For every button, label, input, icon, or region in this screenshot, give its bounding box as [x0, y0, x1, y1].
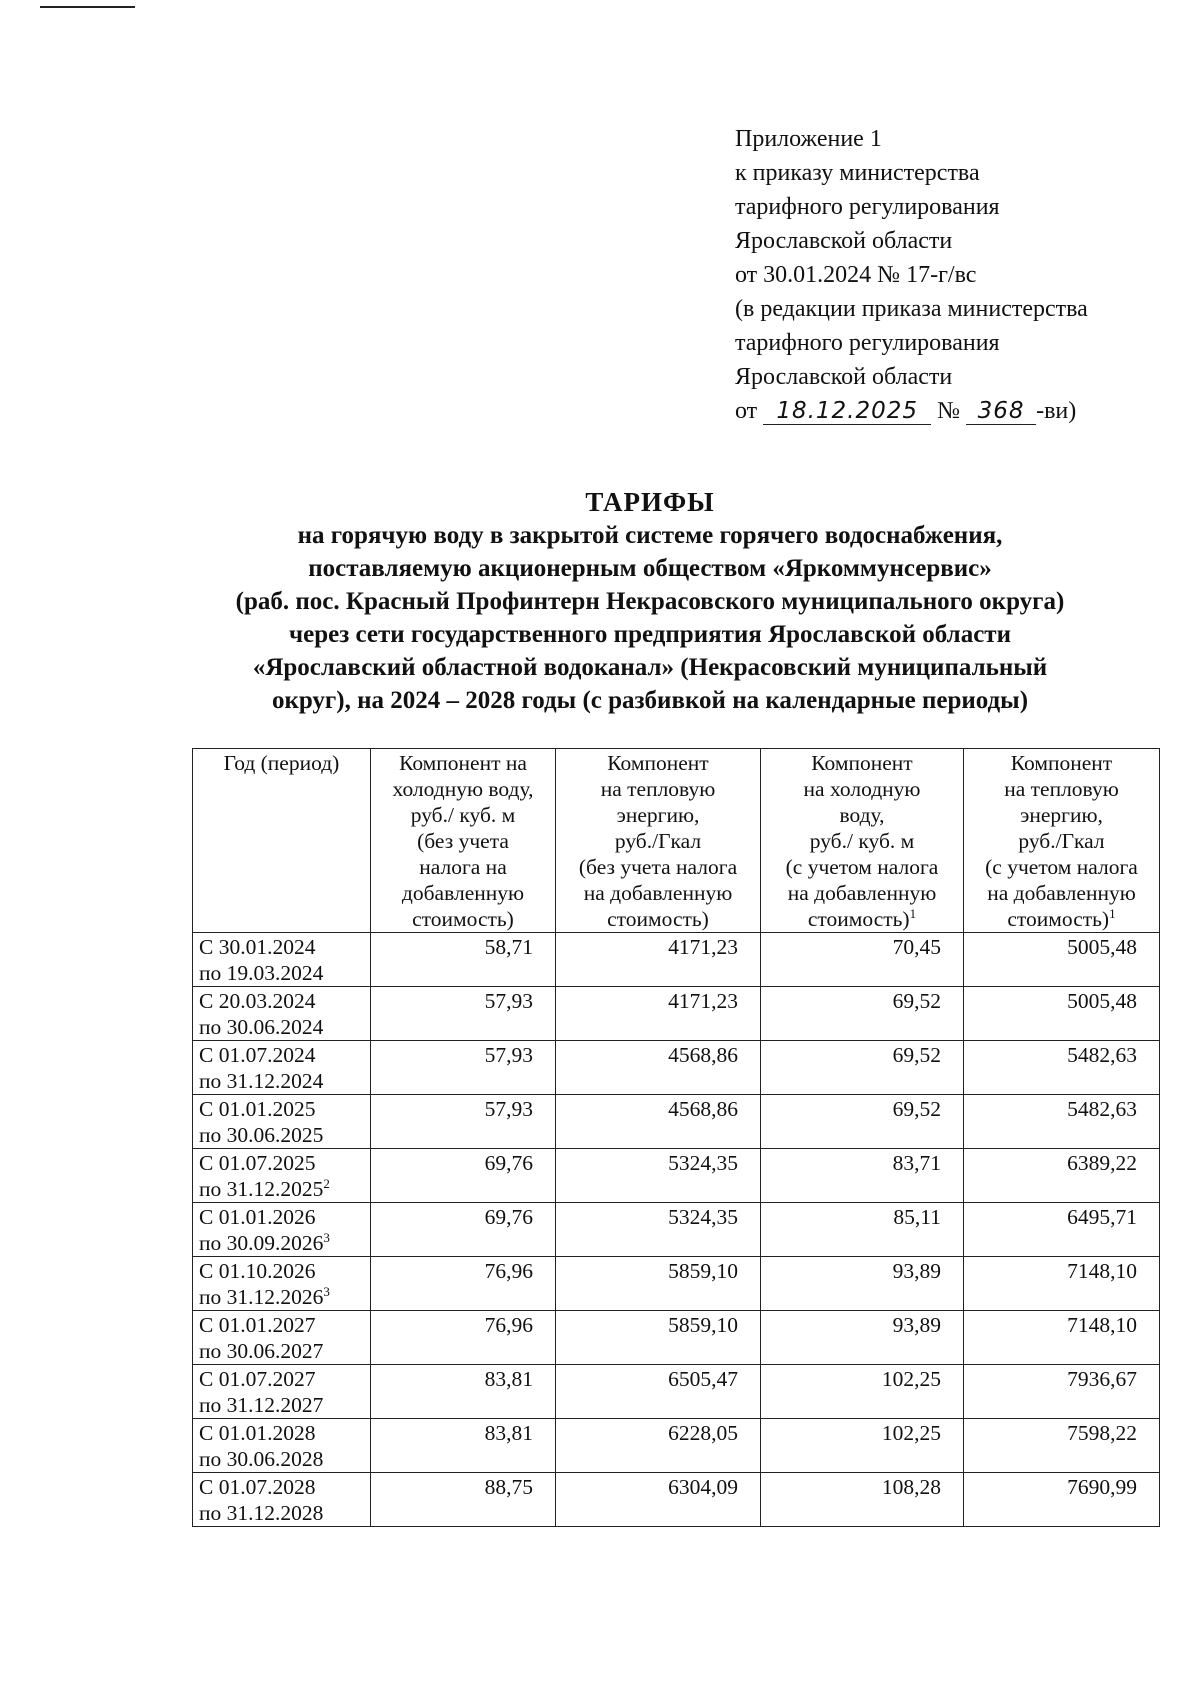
title-line: через сети государственного предприятия Ярославской области: [289, 621, 1011, 648]
period-to: [199, 1284, 364, 1310]
heat-no-vat-cell: 5324,35: [556, 1203, 761, 1257]
header-text-line: добавленную: [401, 881, 525, 905]
period-cell: [193, 1311, 371, 1365]
header-text-line: на тепловую: [600, 777, 716, 801]
appendix-line: тарифного регулирования: [735, 194, 1000, 220]
cold-no-vat-cell: 76,96: [371, 1257, 556, 1311]
period-to-text: по 31.12.2028: [199, 1501, 324, 1525]
title-line: (раб. пос. Красный Профинтерн Некрасовского муниципального округа): [235, 588, 1065, 615]
heat-no-vat-cell: 4568,86: [556, 1095, 761, 1149]
header-text-line: (с учетом налога: [985, 855, 1138, 879]
table-row: [193, 933, 1160, 987]
header-text-line: Компонент на: [399, 751, 527, 775]
appendix-line: Ярославской области: [735, 228, 953, 254]
header-text-line: холодную воду,: [392, 777, 534, 801]
cold-vat-cell: 93,89: [761, 1257, 964, 1311]
period-to-text: по 31.12.2024: [199, 1069, 324, 1093]
appendix-line: от 30.01.2024 № 17-г/вс: [735, 262, 977, 288]
heat-no-vat-cell: 6228,05: [556, 1419, 761, 1473]
period-to: [199, 1392, 364, 1418]
header-heat-no-vat: [556, 749, 761, 933]
footnote-mark: 2: [323, 1175, 330, 1191]
period-to-text: по 30.09.2026: [199, 1231, 324, 1255]
period-from: С 01.07.2025: [199, 1151, 316, 1175]
appendix-amendment-line: [735, 394, 1175, 428]
cold-vat-cell: 102,25: [761, 1365, 964, 1419]
appendix-line: Приложение 1: [735, 126, 882, 152]
footnote-mark: 3: [323, 1229, 330, 1245]
cold-no-vat-cell: 57,93: [371, 987, 556, 1041]
header-text-line: на холодную: [803, 777, 921, 801]
header-text-line: [970, 906, 1153, 932]
header-text-line: воду,: [839, 803, 885, 827]
cold-no-vat-cell: 83,81: [371, 1365, 556, 1419]
table-row: [193, 1365, 1160, 1419]
header-text-line: (без учета: [417, 829, 509, 853]
period-to: [199, 1446, 364, 1472]
heat-vat-cell: 6389,22: [964, 1149, 1160, 1203]
cold-vat-cell: 69,52: [761, 1095, 964, 1149]
appendix-line: (в редакции приказа министерства: [735, 296, 1088, 322]
period-cell: [193, 1095, 371, 1149]
heat-vat-cell: 7690,99: [964, 1473, 1160, 1527]
period-to-text: по 31.12.2026: [199, 1285, 324, 1309]
period-to: [199, 960, 364, 986]
number-sign: №: [937, 398, 961, 424]
header-period: [193, 749, 371, 933]
tariff-table: [192, 748, 1160, 1527]
cold-vat-cell: 69,52: [761, 987, 964, 1041]
heat-vat-cell: 5005,48: [964, 933, 1160, 987]
period-to: [199, 1500, 364, 1526]
period-to: [199, 1176, 364, 1202]
period-from: С 20.03.2024: [199, 989, 316, 1013]
period-to: [199, 1122, 364, 1148]
heat-vat-cell: 7936,67: [964, 1365, 1160, 1419]
period-from: С 01.07.2027: [199, 1367, 316, 1391]
heat-vat-cell: 7148,10: [964, 1257, 1160, 1311]
period-to-text: по 30.06.2028: [199, 1447, 324, 1471]
heat-vat-cell: 5482,63: [964, 1095, 1160, 1149]
period-to-text: по 31.12.2027: [199, 1393, 324, 1417]
header-text-line: руб./ куб. м: [809, 829, 915, 853]
header-text-line: Компонент: [1010, 751, 1113, 775]
header-text-line: стоимость): [607, 907, 709, 931]
table-row: [193, 1419, 1160, 1473]
title-line: поставляемую акционерным обществом «Яркоммунсервис»: [308, 555, 992, 582]
period-from: С 01.01.2027: [199, 1313, 316, 1337]
title-main: ТАРИФЫ: [585, 487, 715, 517]
header-text-line: Год (период): [223, 751, 340, 775]
appendix-line: к приказу министерства: [735, 160, 980, 186]
cold-vat-cell: 70,45: [761, 933, 964, 987]
period-to: [199, 1230, 364, 1256]
title-line: округ), на 2024 – 2028 годы (с разбивкой на календарные периоды): [271, 687, 1029, 714]
heat-no-vat-cell: 6505,47: [556, 1365, 761, 1419]
header-text-line: [767, 906, 957, 932]
cold-no-vat-cell: 69,76: [371, 1203, 556, 1257]
heat-no-vat-cell: 5324,35: [556, 1149, 761, 1203]
header-text-line: Компонент: [811, 751, 913, 775]
heat-no-vat-cell: 6304,09: [556, 1473, 761, 1527]
appendix-line: Ярославской области: [735, 364, 953, 390]
period-to: [199, 1068, 364, 1094]
header-text-line: энергию,: [616, 803, 700, 827]
period-cell: [193, 1149, 371, 1203]
table-row: [193, 1095, 1160, 1149]
header-heat-vat: [964, 749, 1160, 933]
table-row: [193, 1257, 1160, 1311]
cold-no-vat-cell: 88,75: [371, 1473, 556, 1527]
heat-no-vat-cell: 4171,23: [556, 987, 761, 1041]
header-text: стоимость): [807, 907, 910, 931]
table-body: [193, 933, 1160, 1527]
header-cold-vat: [761, 749, 964, 933]
heat-vat-cell: 7598,22: [964, 1419, 1160, 1473]
appendix-block: [735, 122, 1175, 428]
heat-no-vat-cell: 5859,10: [556, 1257, 761, 1311]
period-cell: [193, 1473, 371, 1527]
period-from: С 30.01.2024: [199, 935, 316, 959]
cold-vat-cell: 108,28: [761, 1473, 964, 1527]
heat-vat-cell: 7148,10: [964, 1311, 1160, 1365]
period-from: С 01.07.2024: [199, 1043, 316, 1067]
header-text-line: руб./ куб. м: [410, 803, 516, 827]
table-row: [193, 1203, 1160, 1257]
cold-no-vat-cell: 83,81: [371, 1419, 556, 1473]
table-row: [193, 987, 1160, 1041]
heat-no-vat-cell: 4568,86: [556, 1041, 761, 1095]
header-text-line: энергию,: [1020, 803, 1103, 827]
period-to: [199, 1014, 364, 1040]
heat-no-vat-cell: 4171,23: [556, 933, 761, 987]
period-from: С 01.01.2025: [199, 1097, 316, 1121]
period-from: С 01.10.2026: [199, 1259, 316, 1283]
period-cell: [193, 1419, 371, 1473]
period-cell: [193, 987, 371, 1041]
period-from: С 01.01.2026: [199, 1205, 316, 1229]
period-to-text: по 31.12.2025: [199, 1177, 324, 1201]
table-row: [193, 1311, 1160, 1365]
cold-no-vat-cell: 76,96: [371, 1311, 556, 1365]
period-cell: [193, 933, 371, 987]
heat-no-vat-cell: 5859,10: [556, 1311, 761, 1365]
period-to-text: по 30.06.2025: [199, 1123, 324, 1147]
amendment-prefix: от: [735, 398, 758, 424]
header-text-line: на тепловую: [1004, 777, 1119, 801]
period-to: [199, 1338, 364, 1364]
header-text-line: (с учетом налога: [785, 855, 939, 879]
table-header-row: [193, 749, 1160, 933]
cold-vat-cell: 83,71: [761, 1149, 964, 1203]
header-text: стоимость): [1007, 907, 1110, 931]
heat-vat-cell: 5482,63: [964, 1041, 1160, 1095]
cold-no-vat-cell: 57,93: [371, 1095, 556, 1149]
table-row: [193, 1041, 1160, 1095]
corner-mark-line: [40, 6, 135, 8]
title-line: «Ярославский областной водоканал» (Некрасовский муниципальный: [252, 654, 1048, 681]
header-text-line: налога на: [419, 855, 507, 879]
header-text-line: на добавленную: [583, 881, 733, 905]
amendment-suffix: -ви): [1036, 398, 1077, 424]
cold-vat-cell: 69,52: [761, 1041, 964, 1095]
header-text-line: на добавленную: [987, 881, 1136, 905]
period-cell: [193, 1257, 371, 1311]
header-text-line: (без учета налога: [578, 855, 738, 879]
header-text-line: на добавленную: [787, 881, 937, 905]
period-cell: [193, 1203, 371, 1257]
footnote-mark: 1: [909, 905, 917, 921]
period-to-text: по 30.06.2024: [199, 1015, 324, 1039]
header-text-line: стоимость): [412, 907, 514, 931]
heat-vat-cell: 5005,48: [964, 987, 1160, 1041]
cold-no-vat-cell: 69,76: [371, 1149, 556, 1203]
heat-vat-cell: 6495,71: [964, 1203, 1160, 1257]
cold-vat-cell: 102,25: [761, 1419, 964, 1473]
period-to-text: по 19.03.2024: [199, 961, 324, 985]
period-cell: [193, 1365, 371, 1419]
document-title: [180, 486, 1120, 717]
cold-no-vat-cell: 58,71: [371, 933, 556, 987]
cold-vat-cell: 85,11: [761, 1203, 964, 1257]
cold-no-vat-cell: 57,93: [371, 1041, 556, 1095]
handwritten-date: 18.12.2025: [763, 398, 931, 425]
footnote-mark: 1: [1109, 905, 1116, 921]
handwritten-number: 368: [966, 398, 1036, 425]
header-text-line: руб./Гкал: [1018, 829, 1105, 853]
footnote-mark: 3: [323, 1283, 330, 1299]
header-text-line: Компонент: [607, 751, 709, 775]
table-row: [193, 1149, 1160, 1203]
table-row: [193, 1473, 1160, 1527]
header-text-line: руб./Гкал: [614, 829, 702, 853]
appendix-line: тарифного регулирования: [735, 330, 1000, 356]
header-cold-no-vat: [371, 749, 556, 933]
period-to-text: по 30.06.2027: [199, 1339, 324, 1363]
cold-vat-cell: 93,89: [761, 1311, 964, 1365]
period-from: С 01.07.2028: [199, 1475, 316, 1499]
period-cell: [193, 1041, 371, 1095]
period-from: С 01.01.2028: [199, 1421, 316, 1445]
title-line: на горячую воду в закрытой системе горячего водоснабжения,: [297, 522, 1003, 549]
